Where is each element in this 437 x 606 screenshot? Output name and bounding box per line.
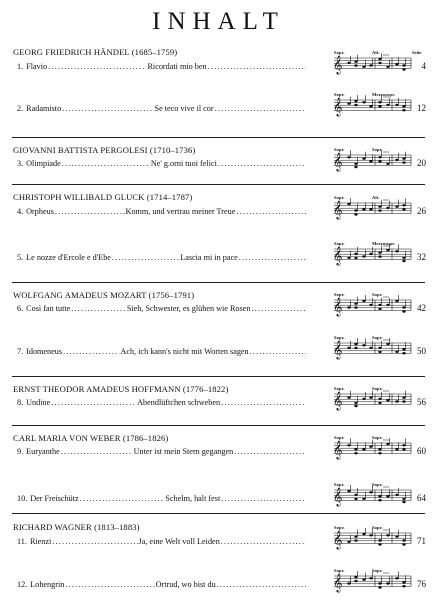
composer-heading (13, 145, 195, 155)
treble-clef-icon: 𝄞 (333, 297, 343, 316)
section-divider (12, 184, 425, 185)
voice-label: Sopr. (334, 292, 345, 297)
opera-title: Euryanthe (26, 447, 60, 456)
opera-title: Flavio (26, 62, 48, 71)
voice-label: Sopr. (334, 147, 345, 152)
composer-dates: (1776–1822) (182, 384, 229, 394)
voice-label: Sopr. (372, 568, 383, 573)
voice-label: Sopr. (334, 386, 345, 391)
dot-leader (52, 537, 137, 546)
opera-title: Idomeneus (26, 347, 63, 356)
entry-number: 6. (17, 304, 24, 313)
treble-clef-icon: 𝄞 (333, 340, 343, 359)
aria-title: Ja, eine Welt voll Leiden (138, 537, 220, 546)
aria-title: Schelm, halt fest (165, 494, 221, 503)
page-number[interactable]: 12 (417, 103, 426, 113)
entry-number: 12. (17, 580, 28, 589)
music-incipit-icon (331, 198, 413, 220)
voice-label: Sopr. (334, 568, 345, 573)
section-divider (12, 282, 425, 283)
aria-title: Unter ist mein Stern gegangen (133, 447, 234, 456)
toc-entry[interactable] (17, 398, 307, 407)
aria-title: Ne' g.orni tuoi felici (150, 159, 217, 168)
music-incipit-icon (331, 389, 413, 411)
voice-label: Sopr. (372, 386, 383, 391)
page-number[interactable]: 60 (417, 446, 426, 456)
composer-dates: (1710–1736) (149, 145, 196, 155)
voice-label: Sopr. (334, 195, 345, 200)
dot-leader (61, 447, 133, 456)
section-divider (12, 513, 425, 514)
entry-number: 3. (17, 159, 24, 168)
toc-entry[interactable] (17, 304, 307, 313)
page-column-header: Seite (412, 50, 422, 55)
music-incipit-icon (331, 295, 413, 317)
composer-name: GEORG FRIEDRICH HÄNDEL (13, 47, 130, 57)
music-incipit-icon (331, 528, 413, 550)
composer-name: CHRISTOPH WILLIBALD GLUCK (13, 192, 145, 202)
entry-number: 1. (17, 62, 24, 71)
dot-leader (62, 104, 153, 113)
music-incipit-icon (331, 338, 413, 360)
voice-label: Sopr. (372, 292, 383, 297)
treble-clef-icon: 𝄞 (333, 200, 343, 219)
composer-name: WOLFGANG AMADEUS MOZART (13, 290, 147, 300)
composer-dates: (1786–1826) (122, 433, 169, 443)
dot-leader (63, 347, 119, 356)
aria-title: Lascia mi in pace (180, 253, 238, 262)
page-number[interactable]: 50 (417, 346, 426, 356)
voice-label: Sopr. (372, 482, 383, 487)
dot-leader (80, 494, 165, 503)
toc-entry[interactable] (17, 580, 307, 589)
toc-entry[interactable] (17, 62, 307, 71)
composer-heading (13, 384, 228, 394)
dot-leader (221, 537, 306, 546)
opera-title: Radamisto (26, 104, 62, 113)
opera-title: Così fan tutte (26, 304, 71, 313)
music-incipit-icon (331, 485, 413, 507)
voice-label: Sopr. (372, 435, 383, 440)
toc-entry[interactable] (17, 447, 307, 456)
composer-dates: (1813–1883) (94, 522, 140, 532)
page-title: INHALT (152, 8, 285, 35)
dot-leader (218, 159, 306, 168)
treble-clef-icon: 𝄞 (333, 97, 343, 116)
treble-clef-icon: 𝄞 (333, 55, 343, 74)
dot-leader (217, 580, 306, 589)
composer-name: RICHARD WAGNER (13, 522, 92, 532)
dot-leader (71, 304, 126, 313)
composer-heading (13, 290, 194, 300)
aria-title: Ortrud, wo bist du (155, 580, 216, 589)
treble-clef-icon: 𝄞 (333, 152, 343, 171)
toc-entry[interactable] (17, 253, 307, 262)
dot-leader (234, 447, 306, 456)
dot-leader (48, 62, 146, 71)
music-incipit-icon (331, 244, 413, 266)
composer-heading (13, 433, 168, 443)
toc-entry[interactable] (17, 494, 307, 503)
voice-label: Sopr. (372, 147, 383, 152)
voice-label: Sopr. (334, 50, 345, 55)
treble-clef-icon: 𝄞 (333, 487, 343, 506)
music-incipit-icon (331, 438, 413, 460)
toc-entry[interactable] (17, 347, 307, 356)
aria-title: Ricordati mio ben (147, 62, 207, 71)
page-number[interactable]: 32 (417, 252, 426, 262)
section-divider (12, 425, 425, 426)
composer-dates: (1685–1759) (131, 47, 178, 57)
treble-clef-icon: 𝄞 (333, 391, 343, 410)
voice-label: Sopr. (334, 435, 345, 440)
opera-title: Undine (26, 398, 51, 407)
composer-dates: (1756–1791) (148, 290, 195, 300)
voice-label: Sopr. (334, 241, 345, 246)
composer-name: ERNST THEODOR AMADEUS HOFFMANN (13, 384, 181, 394)
opera-title: Der Freischütz (30, 494, 79, 503)
page-number[interactable]: 76 (417, 579, 426, 589)
composer-heading (13, 47, 177, 57)
toc-entry[interactable] (17, 159, 307, 168)
treble-clef-icon: 𝄞 (333, 440, 343, 459)
music-incipit-icon (331, 53, 413, 75)
page-number[interactable]: 42 (417, 303, 426, 313)
toc-entry[interactable] (17, 537, 307, 546)
entry-number: 5. (17, 253, 24, 262)
opera-title: Rienzi (29, 537, 52, 546)
dot-leader (251, 304, 306, 313)
entry-number: 2. (17, 104, 24, 113)
aria-title: Komm, und vertrau meiner Treue (125, 207, 236, 216)
entry-number: 4. (17, 207, 24, 216)
opera-title: Olimpiade (26, 159, 61, 168)
music-incipit-icon (331, 150, 413, 172)
dot-leader (250, 347, 306, 356)
voice-label: Mezzosopr. (372, 92, 396, 97)
page-number[interactable]: 71 (417, 536, 426, 546)
opera-title: Lohengrin (30, 580, 65, 589)
composer-heading (13, 522, 140, 532)
dot-leader (112, 253, 179, 262)
voice-label: Sopr. (334, 92, 345, 97)
opera-title: Le nozze d'Ercole e d'Ebe (26, 253, 111, 262)
voice-label: Alt. (372, 50, 380, 55)
aria-title: Abendlüftchen schweben (137, 398, 221, 407)
toc-entry[interactable] (17, 207, 307, 216)
aria-title: Se teco vive il cor (154, 104, 214, 113)
voice-label: Sopr. (334, 335, 345, 340)
composer-name: GIOVANNI BATTISTA PERGOLESI (13, 145, 148, 155)
treble-clef-icon: 𝄞 (333, 530, 343, 549)
dot-leader (236, 207, 306, 216)
page-number[interactable]: 56 (417, 397, 426, 407)
entry-number: 8. (17, 398, 24, 407)
composer-dates: (1714–1787) (146, 192, 193, 202)
voice-label: Sopr. (372, 335, 383, 340)
entry-number: 11. (17, 537, 27, 546)
music-incipit-icon (331, 571, 413, 593)
toc-entry[interactable] (17, 104, 307, 113)
dot-leader (208, 62, 306, 71)
dot-leader (221, 398, 306, 407)
page-number[interactable]: 26 (417, 206, 426, 216)
composer-name: CARL MARIA VON WEBER (13, 433, 121, 443)
section-divider (12, 376, 425, 377)
dot-leader (215, 104, 306, 113)
page-number[interactable]: 20 (417, 158, 426, 168)
entry-number: 7. (17, 347, 24, 356)
treble-clef-icon: 𝄞 (333, 246, 343, 265)
aria-title: Sieh, Schwester, es glühen wie Rosen (126, 304, 251, 313)
voice-label: Sopr. (372, 525, 383, 530)
page-number[interactable]: 4 (421, 61, 426, 71)
treble-clef-icon: 𝄞 (333, 573, 343, 592)
composer-heading (13, 192, 192, 202)
section-divider (12, 137, 425, 138)
dot-leader (221, 494, 306, 503)
entry-number: 9. (17, 447, 24, 456)
dot-leader (62, 159, 150, 168)
voice-label: Sopr. (334, 525, 345, 530)
page-number[interactable]: 64 (417, 493, 426, 503)
voice-label: Alt. (372, 195, 380, 200)
voice-label: Mezzosopr. (372, 241, 396, 246)
dot-leader (51, 398, 136, 407)
dot-leader (65, 580, 154, 589)
dot-leader (239, 253, 306, 262)
dot-leader (55, 207, 125, 216)
voice-label: Sopr. (334, 482, 345, 487)
music-incipit-icon (331, 95, 413, 117)
entry-number: 10. (17, 494, 28, 503)
aria-title: Ach, ich kann's nicht mit Worten sagen (120, 347, 249, 356)
opera-title: Orpheus (26, 207, 54, 216)
